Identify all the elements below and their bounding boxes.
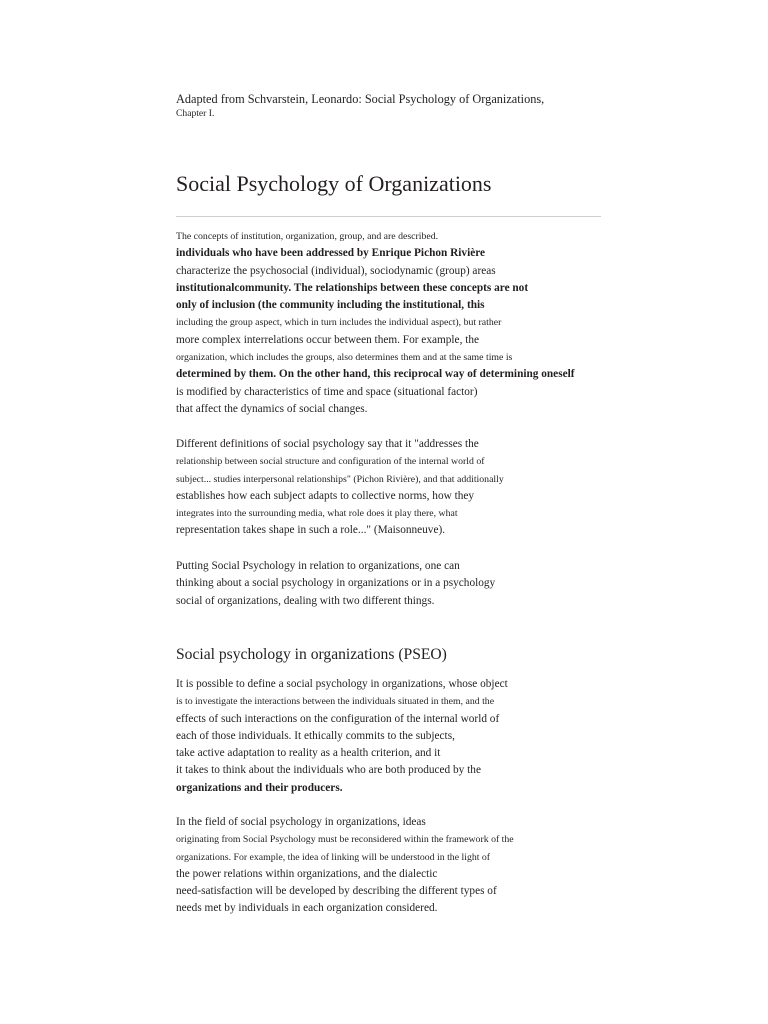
text-line: effects of such interactions on the configuration of the internal world of — [176, 712, 500, 725]
page-title: Social Psychology of Organizations — [176, 171, 492, 196]
text-line: Different definitions of social psychology say that it "addresses the — [176, 438, 479, 450]
source-line-1: Adapted from Schvarstein, Leonardo: Social Psychology of Organizations, — [176, 92, 545, 106]
text-line: thinking about a social psychology in organizations or in a psychology — [176, 577, 496, 590]
text-line: characterize the psychosocial (individual), sociodynamic (group) areas — [176, 264, 496, 277]
text-line: including the group aspect, which in turn includes the individual aspect), but rather — [176, 317, 502, 329]
text-line: only of inclusion (the community including the institutional, this — [176, 299, 485, 312]
text-line: is to investigate the interactions between the individuals situated in them, and the — [176, 696, 495, 708]
text-line: is modified by characteristics of time and space (situational factor) — [176, 385, 478, 398]
source-citation — [176, 91, 544, 121]
section-paragraph-2 — [176, 814, 514, 918]
section-heading: Social psychology in organizations (PSEO) — [176, 646, 447, 663]
text-line: originating from Social Psychology must be reconsidered within the framework of the — [176, 834, 514, 846]
text-line: organizations and their producers. — [176, 781, 343, 794]
text-line: organization, which includes the groups, also determines them and at the same time is — [176, 352, 513, 364]
text-line: institutionalcommunity. The relationships between these concepts are not — [176, 281, 529, 294]
source-line-2: Chapter I. — [176, 108, 215, 119]
title-divider — [176, 216, 601, 217]
text-line: It is possible to define a social psychology in organizations, whose object — [176, 678, 508, 690]
text-line: needs met by individuals in each organization considered. — [176, 902, 438, 915]
text-line: the power relations within organizations, and the dialectic — [176, 867, 438, 880]
text-line: need-satisfaction will be developed by describing the different types of — [176, 885, 497, 898]
text-line: individuals who have been addressed by Enrique Pichon Rivière — [176, 247, 486, 260]
text-line: establishes how each subject adapts to collective norms, how they — [176, 489, 475, 502]
text-line: representation takes shape in such a role..." (Maisonneuve). — [176, 524, 446, 537]
paragraph-1 — [176, 228, 575, 418]
text-line: each of those individuals. It ethically commits to the subjects, — [176, 729, 455, 742]
text-line: take active adaptation to reality as a health criterion, and it — [176, 747, 441, 760]
text-line: The concepts of institution, organization, group, and are described. — [176, 231, 439, 242]
text-line: it takes to think about the individuals who are both produced by the — [176, 764, 481, 777]
text-line: determined by them. On the other hand, this reciprocal way of determining oneself — [176, 368, 575, 381]
text-line: integrates into the surrounding media, what role does it play there, what — [176, 508, 458, 520]
text-line: organizations. For example, the idea of linking will be understood in the light of — [176, 851, 491, 863]
text-line: relationship between social structure and configuration of the internal world of — [176, 456, 485, 468]
text-line: more complex interrelations occur between them. For example, the — [176, 333, 480, 346]
text-line: social of organizations, dealing with two different things. — [176, 594, 435, 607]
paragraph-2 — [176, 436, 504, 540]
text-line: Putting Social Psychology in relation to organizations, one can — [176, 560, 460, 572]
text-line: subject... studies interpersonal relationships" (Pichon Rivière), and that additionally — [176, 473, 504, 485]
text-line: In the field of social psychology in organizations, ideas — [176, 816, 426, 828]
paragraph-3 — [176, 558, 495, 610]
text-line: that affect the dynamics of social changes. — [176, 402, 368, 415]
section-paragraph-1 — [176, 676, 508, 797]
